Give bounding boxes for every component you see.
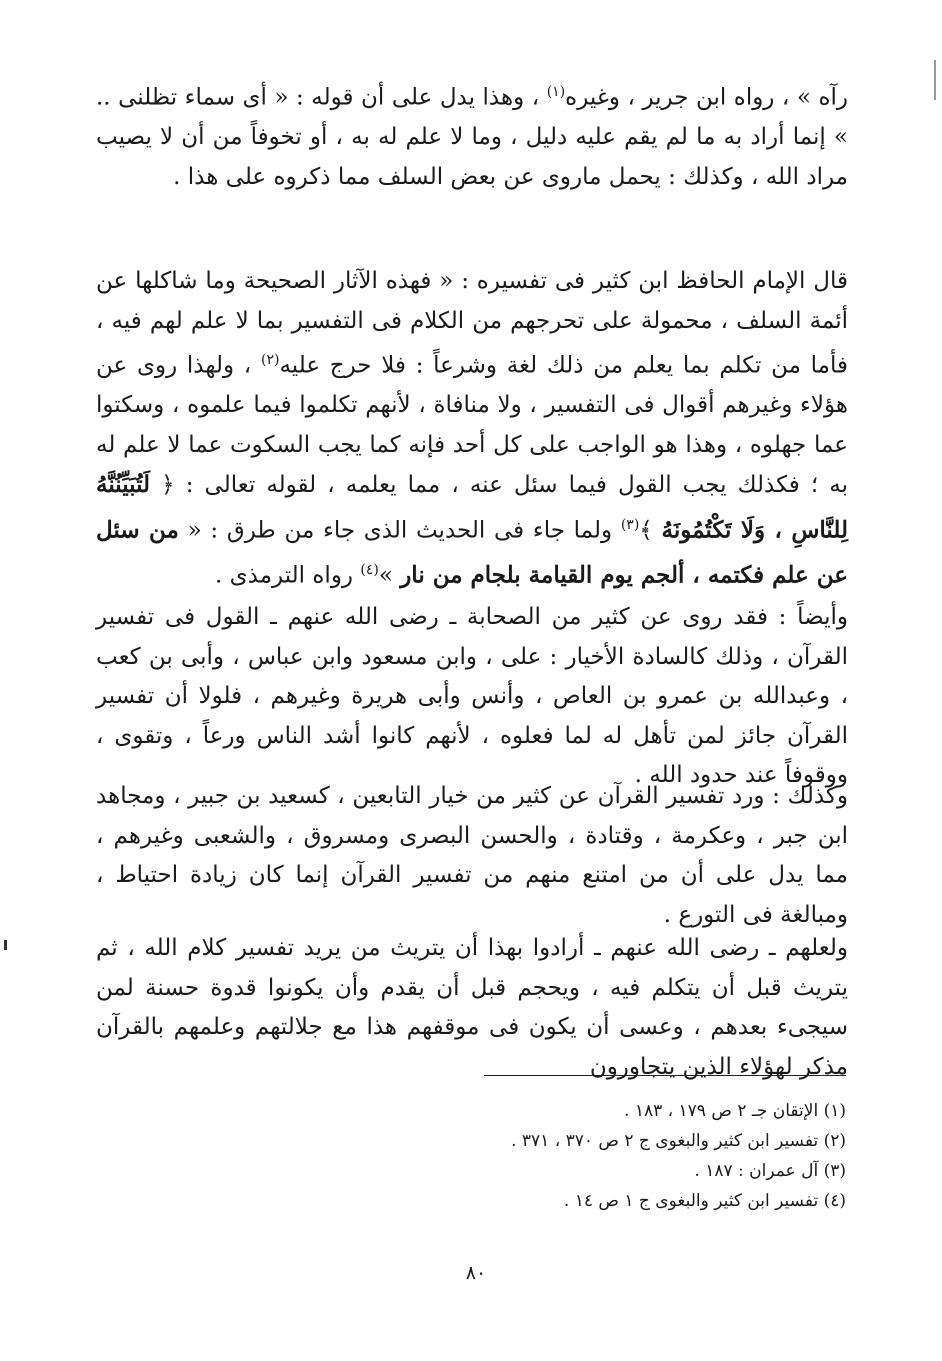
- body-text: قال الإمام الحافظ ابن كثير فى تفسيره : « فهذه الآثار الصحيحة وما شاكلها عن أئمة السلف ، محمولة على تحرجهم من الكلام فى التفسير بما لا علم لهم فيه ، فأما من تكلم بما يعلم من ذلك لغة وشرعاً : فلا حرج عليه: [96, 268, 848, 379]
- scan-speck: [4, 940, 7, 950]
- body-text: ولعلهم ـ رضى الله عنهم ـ أرادوا بهذا أن يتريث من يريد تفسير كلام الله ، ثم يتريث قبل أن يتكلم فيه ، ويحجم قبل أن يقدم وأن يكونوا قدوة حسنة لمن سيجىء بعدهم ، وعسى أن يكون فى موقفهم هذا مع جلالتهم وعلمهم بالقرآن مذكر لهؤلاء الذين يتجاورون: [96, 935, 848, 1080]
- footnote-separator: [484, 1075, 846, 1076]
- body-text: ، ولهذا روى عن هؤلاء وغيرهم أقوال فى التفسير ، ولا منافاة ، لأنهم تكلموا فيما علموه ، وسكتوا عما جهلوه ، وهذا هو الواجب على كل أحد فإنه كما يجب السكوت عما لا علم له به ؛ فكذلك يجب القول فيما سئل عنه ، مما يعلمه ، لقوله تعالى : ﴿: [96, 352, 848, 499]
- body-text: رواه الترمذى .: [215, 562, 361, 589]
- body-text: ﴾: [639, 517, 662, 544]
- body-text: »: [378, 562, 401, 589]
- footnote-ref: (٢): [260, 352, 280, 368]
- footnote-4: (٤) تفسير ابن كثير والبغوى ج ١ ص ١٤ .: [563, 1191, 846, 1211]
- paragraph-3: [96, 598, 848, 796]
- footnote-ref: (٤): [360, 561, 379, 578]
- body-text: وأيضاً : فقد روى عن كثير من الصحابة ـ رضى الله عنهم ـ القول فى تفسير القرآن ، وذلك كالسادة الأخيار : على ، وابن مسعود وابن عباس ، وأبى بن كعب ، وعبدالله بن عمرو بن العاص ، وأنس وأبى هريرة وغيرهم ، فلولا أن تفسير القرآن جائز لمن تأهل له لما فعلوه ، لأنهم كانوا أشد الناس ورعاً ، وتقوى ، ووقوفاً عند حدود الله .: [96, 604, 848, 788]
- paragraph-1: [96, 73, 848, 197]
- scan-edge-mark: [934, 60, 936, 100]
- footnote-ref: (٣): [620, 516, 640, 533]
- footnote-3: (٣) آل عمران : ١٨٧ .: [694, 1161, 846, 1181]
- footnotes: [400, 1096, 846, 1216]
- paragraph-4: [96, 777, 848, 935]
- body-text: وكذلك : ورد تفسير القرآن عن كثير من خيار التابعين ، كسعيد بن جبير ، ومجاهد ابن جبر ، وعكرمة ، وقتادة ، والحسن البصرى ومسروق ، والشعبى وغيرهم ، مما يدل على أن من امتنع منهم من تفسير القرآن إنما كان زيادة احتياط ، ومبالغة فى التورع .: [96, 783, 848, 928]
- footnote-1: (١) الإتقان جـ ٢ ص ١٧٩ ، ١٨٣ .: [624, 1101, 846, 1121]
- bold-text: من سئل عن علم فكتمه ، ألجم يوم القيامة بلجام من نار: [96, 516, 848, 589]
- footnote-2: (٢) تفسير ابن كثير والبغوى ج ٢ ص ٣٧٠ ، ٣٧١ .: [511, 1131, 846, 1151]
- footnote-ref: (١): [546, 84, 566, 100]
- page-number: ٨٠: [465, 1262, 487, 1284]
- bold-text: لَتُبَيِّنُنَّهُ لِلنَّاسِ ، وَلَا تَكْتُمُونَهُ: [96, 471, 848, 544]
- paragraph-2: [96, 262, 848, 596]
- body-text: رآه » ، رواه ابن جرير ، وغيره: [565, 84, 849, 111]
- body-text: ، وهذا يدل على أن قوله : « أى سماء تظلنى .. » إنما أراد به ما لم يقم عليه دليل ، وما لا علم له به ، أو تخوفاً من أن لا يصيب مراد الله ، وكذلك : يحمل ماروى عن بعض السلف مما ذكروه على هذا .: [96, 84, 848, 190]
- body-text: ولما جاء فى الحديث الذى جاء من طرق : «: [178, 517, 621, 544]
- paragraph-5: [96, 929, 848, 1087]
